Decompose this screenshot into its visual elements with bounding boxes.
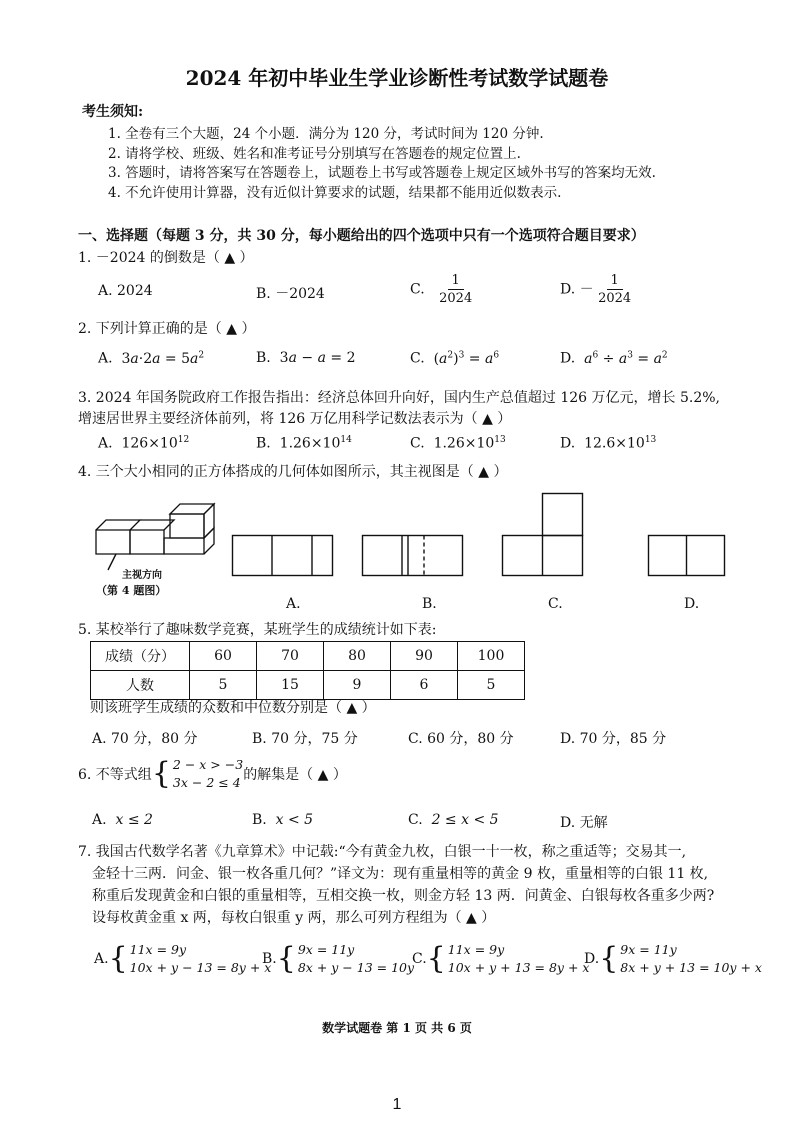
q3-option-d-label: D. (560, 435, 576, 452)
table-row (91, 642, 525, 671)
q4-option-d-view (648, 535, 726, 577)
brace-icon: { (276, 941, 296, 976)
q2-option-b-label: B. (256, 350, 271, 366)
q3-option-d (560, 435, 656, 452)
q2-option-c (410, 350, 499, 367)
q4-option-a-label: A. (286, 596, 301, 612)
q5-option-b: B. 70 分，75 分 (252, 731, 358, 747)
q5-stem: 5. 某校举行了趣味数学竞赛，某班学生的成绩统计如下表: (78, 622, 437, 638)
q1-option-b: B. －2024 (256, 286, 325, 302)
notice-item: 3. 答题时，请将答案写在答题卷上，试题卷上书写或答题卷上规定区域外书写的答案均无效. (108, 165, 656, 181)
q7-line: 7. 我国古代数学名著《九章算术》中记载:“今有黄金九枚，白银一十一枚，称之重适等；交易其一, (78, 844, 687, 860)
q6-option-b-label: B. (252, 812, 267, 828)
q7-option-c-label: C. (412, 951, 427, 967)
q4-option-d-label: D. (684, 596, 700, 612)
equation-line: 10x + y − 13 = 8y + x (129, 960, 272, 975)
inequality-line: 2 − x > −3 (172, 757, 244, 772)
q6-option-c-expr: 2 ≤ x < 5 (431, 812, 499, 828)
q3-option-b-value: 1.26×10 (279, 435, 341, 452)
table-cell: 100 (458, 642, 525, 671)
q1-option-a: A. 2024 (98, 283, 153, 299)
page-title: 2024 年初中毕业生学业诊断性考试数学试题卷 (185, 66, 609, 90)
table-cell: 5 (190, 671, 257, 700)
q4-solid-figure (92, 496, 222, 576)
equation-line: 11x = 9y (447, 942, 505, 957)
q6-option-c-label: C. (408, 812, 423, 828)
notice-item: 4. 不允许使用计算器，没有近似计算要求的试题，结果都不能用近似数表示. (108, 185, 562, 201)
notice-item: 2. 请将学校、班级、姓名和准考证号分别填写在答题卷的规定位置上. (108, 146, 521, 162)
q2-option-a-expr: $3a\cdot 2a = 5a^2$ (121, 350, 205, 367)
q3-stem-line2: 增速居世界主要经济体前列，将 126 万亿用科学记数法表示为（ ▲ ） (78, 411, 512, 427)
q6-option-b-expr: x < 5 (275, 812, 314, 828)
q6-option-c (408, 812, 499, 828)
q6-option-a (92, 812, 153, 828)
q3-option-b (256, 435, 352, 452)
q3-option-b-exponent: 14 (340, 435, 352, 445)
q7-option-d (584, 941, 762, 977)
q3-option-a-value: 126×10 (121, 435, 178, 452)
fraction-denominator: 2024 (439, 291, 473, 306)
table-cell: 80 (324, 642, 391, 671)
score-table (90, 641, 525, 700)
q6-prefix: 6. 不等式组 (78, 767, 152, 783)
q2-option-c-label: C. (410, 350, 425, 367)
q6-stem (78, 756, 347, 792)
q6-option-d: D. 无解 (560, 815, 608, 831)
q6-option-b (252, 812, 313, 828)
q7-option-b-label: B. (262, 951, 277, 967)
q3-option-c-value: 1.26×10 (433, 435, 495, 452)
equation-line: 9x = 11y (297, 942, 355, 957)
table-cell: 15 (257, 671, 324, 700)
q2-option-d (560, 350, 668, 367)
q1-option-d-label: D. － (560, 281, 594, 298)
q2-option-a (98, 350, 204, 367)
q1-option-d-fraction (598, 272, 631, 307)
q7-option-a (94, 941, 271, 977)
q5-option-d: D. 70 分，85 分 (560, 731, 667, 747)
equation-line: 11x = 9y (129, 942, 187, 957)
table-cell: 70 (257, 642, 324, 671)
q2-option-c-expr: $(a^2)^3 = a^6$ (433, 350, 500, 367)
q5-question: 则该班学生成绩的众数和中位数分别是（ ▲ ） (90, 700, 376, 716)
table-row (91, 671, 525, 700)
q3-option-c-label: C. (410, 435, 425, 452)
q2-option-b (256, 350, 355, 366)
equation-line: 8x + y − 13 = 10y (297, 960, 415, 975)
q4-stem: 4. 三个大小相同的正方体搭成的几何体如图所示，其主视图是（ ▲ ） (78, 464, 508, 480)
q1-option-c (410, 272, 472, 307)
fraction-numerator: 1 (607, 272, 623, 290)
q4-option-a-view (232, 535, 334, 577)
q6-inequality-system (152, 756, 243, 792)
equation-line: 10x + y + 13 = 8y + x (447, 960, 590, 975)
q3-option-b-label: B. (256, 435, 271, 452)
section-heading (78, 225, 645, 245)
section-title: 一、选择题 (78, 228, 148, 244)
direction-arrow (108, 554, 116, 570)
q7-option-a-label: A. (94, 951, 109, 967)
q3-option-c (410, 435, 506, 452)
notice-heading: 考生须知: (82, 104, 144, 120)
q4-option-c-view (502, 493, 584, 577)
q2-option-b-expr: 3a − a = 2 (279, 350, 356, 366)
page-footer: 数学试题卷 第 1 页 共 6 页 (322, 1021, 472, 1035)
q4-option-b-label: B. (422, 596, 437, 612)
q7-option-d-label: D. (584, 951, 600, 967)
q6-suffix: 的解集是（ ▲ ） (243, 767, 347, 783)
q4-option-c-label: C. (548, 596, 563, 612)
q3-option-a (98, 435, 189, 452)
q3-option-d-exponent: 13 (644, 435, 657, 445)
equation-line: 9x = 11y (620, 942, 677, 957)
q3-option-d-value: 12.6×10 (584, 435, 645, 452)
table-cell: 60 (190, 642, 257, 671)
notice-item: 1. 全卷有三个大题，24 个小题．满分为 120 分，考试时间为 120 分钟. (108, 126, 544, 142)
table-cell: 9 (324, 671, 391, 700)
section-note: （每题 3 分，共 30 分，每小题给出的四个选项中只有一个选项符合题目要求） (148, 228, 645, 244)
q7-line: 设每枚黄金重 x 两，每枚白银重 y 两，那么可列方程组为（ ▲ ） (92, 910, 496, 926)
table-header-cell: 成绩（分） (91, 642, 190, 671)
table-header-cell: 人数 (91, 671, 190, 700)
q2-stem: 2. 下列计算正确的是（ ▲ ） (78, 321, 256, 337)
brace-icon: { (108, 941, 128, 976)
q3-stem-line1: 3. 2024 年国务院政府工作报告指出：经济总体回升向好，国内生产总值超过 126 万亿元，增长 5.2%, (78, 390, 720, 406)
q7-option-c (412, 941, 589, 977)
table-cell: 90 (391, 642, 458, 671)
brace-icon: { (599, 941, 619, 976)
q5-option-a: A. 70 分，80 分 (92, 731, 198, 747)
q6-option-a-expr: x ≤ 2 (115, 812, 153, 828)
q7-line: 金轻十三两．问金、银一枚各重几何？”译文为：现有重量相等的黄金 9 枚，重量相等的白银 11 枚, (92, 866, 709, 882)
q1-stem: 1. －2024 的倒数是（ ▲ ） (78, 250, 254, 266)
q4-direction-label: 主视方向 (122, 570, 162, 581)
q5-option-c: C. 60 分，80 分 (408, 731, 514, 747)
fraction-numerator: 1 (448, 272, 464, 290)
equation-line: 8x + y + 13 = 10y + x (620, 960, 762, 975)
table-cell: 5 (458, 671, 525, 700)
q4-figure-caption: （第 4 题图） (96, 584, 167, 597)
inequality-line: 3x − 2 ≤ 4 (172, 775, 241, 790)
q1-option-d (560, 272, 631, 307)
q2-option-a-label: A. (98, 350, 113, 367)
q6-option-a-label: A. (92, 812, 107, 828)
q1-option-c-label: C. (410, 281, 425, 298)
fraction-denominator: 2024 (598, 291, 632, 306)
q2-option-d-label: D. (560, 350, 576, 367)
q2-option-d-expr: $a^6 \div a^3 = a^2$ (584, 350, 668, 367)
brace-icon: { (426, 941, 446, 976)
q3-option-a-exponent: 12 (177, 435, 190, 445)
page-number: 1 (392, 1096, 402, 1113)
q7-line: 称重后发现黄金和白银的重量相等，互相交换一枚，则金方轻 13 两．问黄金、白银每枚各重多少两? (92, 888, 715, 904)
q3-option-c-exponent: 13 (494, 435, 506, 445)
q3-option-a-label: A. (98, 435, 113, 452)
q7-option-b (262, 941, 414, 977)
brace-icon: { (151, 756, 171, 791)
q4-option-b-view (362, 535, 464, 577)
q1-option-c-fraction (439, 272, 472, 307)
table-cell: 6 (391, 671, 458, 700)
